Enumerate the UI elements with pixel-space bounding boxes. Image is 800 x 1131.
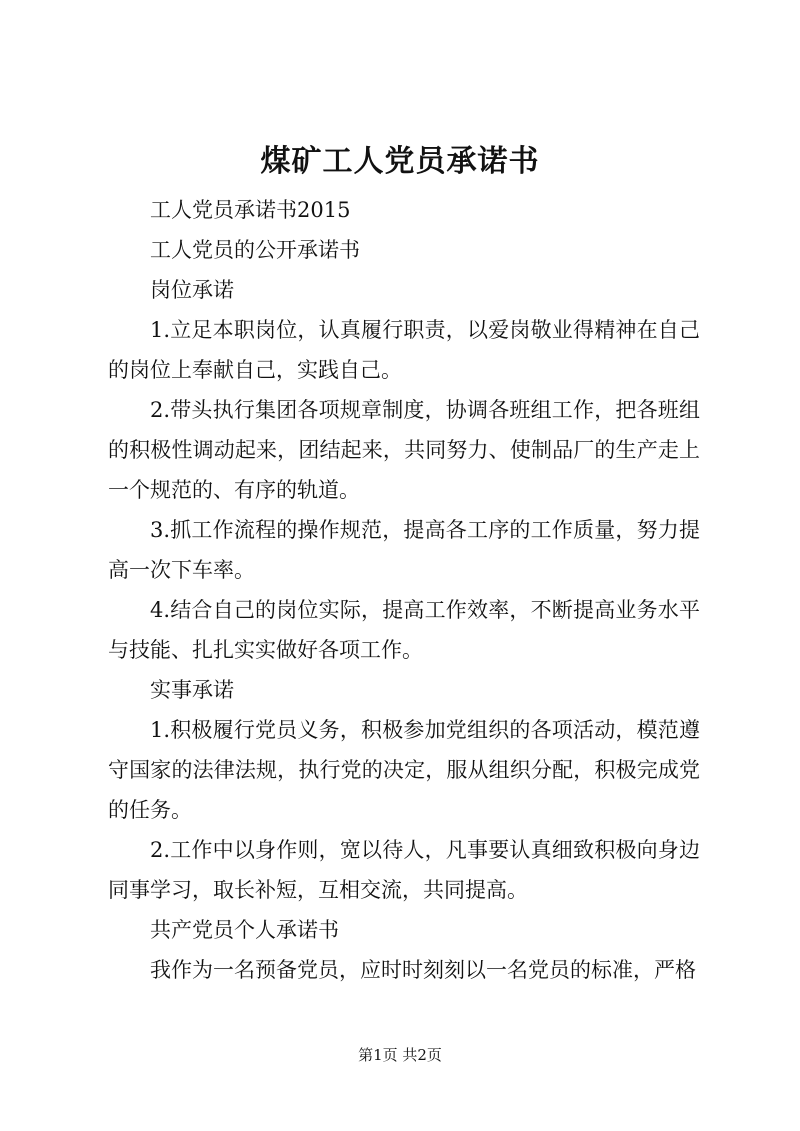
document-title: 煤矿工人党员承诺书 [260, 144, 540, 179]
paragraph-public-pledge: 工人党员的公开承诺书 [150, 238, 360, 262]
paragraph-practical-item-2: 2.工作中以身作则，宽以待人，凡事要认真细致积极向身边同事学习，取长补短，互相交流，共同提高。 [108, 838, 700, 902]
paragraph-post-item-2: 2.带头执行集团各项规章制度，协调各班组工作，把各班组的积极性调动起来，团结起来，共同努力、使制品厂的生产走上一个规范的、有序的轨道。 [108, 398, 700, 502]
paragraph-subtitle-2015: 工人党员承诺书2015 [150, 198, 351, 222]
page-number-footer: 第1页 共2页 [358, 1046, 442, 1064]
paragraph-personal-intro: 我作为一名预备党员，应时时刻刻以一名党员的标准，严格 [150, 958, 696, 982]
document-body [108, 190, 700, 990]
paragraph-post-item-4: 4.结合自己的岗位实际，提高工作效率，不断提高业务水平与技能、扎扎实实做好各项工作。 [108, 598, 700, 662]
paragraph-post-item-1: 1.立足本职岗位，认真履行职责，以爱岗敬业得精神在自己的岗位上奉献自己，实践自己。 [108, 318, 700, 382]
paragraph-post-item-3: 3.抓工作流程的操作规范，提高各工序的工作质量，努力提高一次下车率。 [108, 518, 700, 582]
section-heading-personal-pledge: 共产党员个人承诺书 [150, 918, 339, 942]
section-heading-practical-pledge: 实事承诺 [150, 678, 234, 702]
section-heading-post-pledge: 岗位承诺 [150, 278, 234, 302]
paragraph-practical-item-1: 1.积极履行党员义务，积极参加党组织的各项活动，模范遵守国家的法律法规，执行党的决定，服从组织分配，积极完成党的任务。 [108, 718, 700, 822]
